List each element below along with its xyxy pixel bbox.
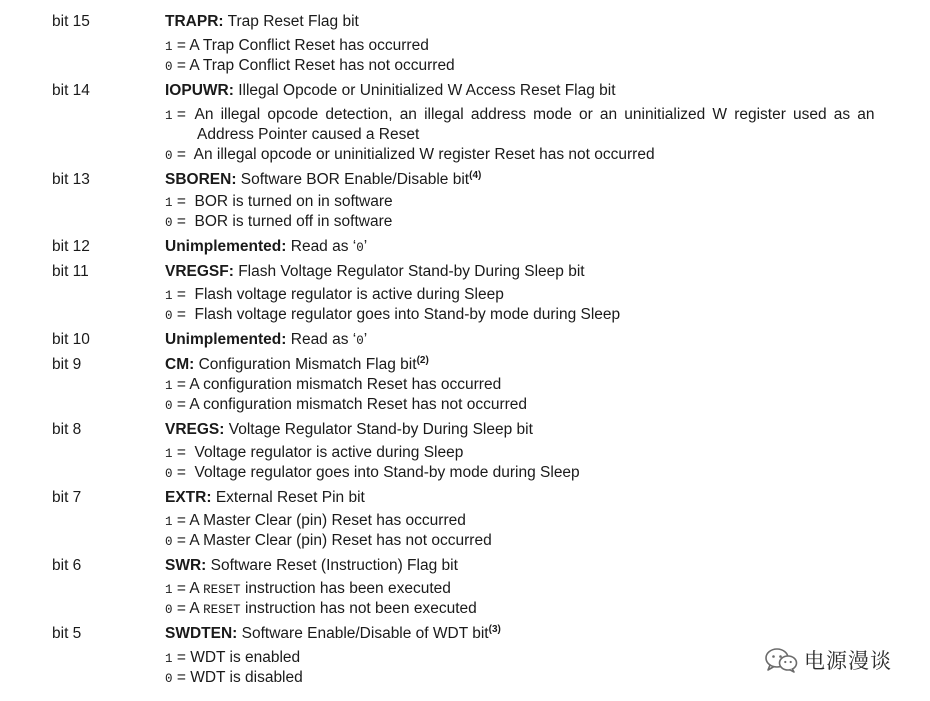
bit-label: bit 11 <box>52 263 89 280</box>
bit-heading <box>165 262 585 282</box>
value-code: 1 <box>165 40 173 54</box>
value-code: 0 <box>165 535 173 549</box>
bit-description: Software Enable/Disable of WDT bit <box>241 625 489 642</box>
bit-heading <box>165 488 365 508</box>
value-code: 1 <box>165 652 173 666</box>
bit13-value-one: 1 = BOR is turned on in software <box>165 193 393 210</box>
bit5-header-row <box>0 624 930 644</box>
value-code: 0 <box>165 672 173 686</box>
bit14-value-zero: 0 = An illegal opcode or uninitialized W register Reset has not occurred <box>165 146 655 163</box>
value-code: 1 <box>165 109 173 123</box>
bit6-value-zero: 0 = A RESET instruction has not been executed <box>165 600 477 617</box>
bit-heading <box>165 624 501 646</box>
value-description: WDT is enabled <box>190 649 301 666</box>
bit-label: bit 15 <box>52 13 90 30</box>
value-description: BOR is turned off in software <box>194 213 393 230</box>
bit11-header-row <box>0 262 930 282</box>
bit-description: Software Reset (Instruction) Flag bit <box>210 557 458 574</box>
bit9-value-one: 1 = A configuration mismatch Reset has occurred <box>165 376 502 393</box>
bit5-value-zero: 0 = WDT is disabled <box>165 669 303 686</box>
bit13-value-zero: 0 = BOR is turned off in software <box>165 213 393 230</box>
bit-description: External Reset Pin bit <box>215 489 365 506</box>
value-code: 1 <box>165 196 173 210</box>
bit-name: CM: <box>165 356 195 373</box>
value-code: 1 <box>165 515 173 529</box>
reset-instruction-code: RESET <box>203 603 241 617</box>
value-description: A Master Clear (pin) Reset has occurred <box>189 512 466 529</box>
bit-name: EXTR: <box>165 489 212 506</box>
value-code: 0 <box>165 149 173 163</box>
bit8-value-zero: 0 = Voltage regulator goes into Stand-by mode during Sleep <box>165 464 580 481</box>
bit15-header-row <box>0 12 930 32</box>
value-description: Flash voltage regulator goes into Stand-by mode during Sleep <box>194 306 621 323</box>
value-description: Voltage regulator goes into Stand-by mode during Sleep <box>194 464 580 481</box>
bit11-value-zero: 0 = Flash voltage regulator goes into Stand-by mode during Sleep <box>165 306 621 323</box>
bit-heading <box>165 81 616 101</box>
watermark <box>764 646 892 674</box>
bit8-header-row <box>0 420 930 440</box>
bit6-header-row <box>0 556 930 576</box>
value-description: Voltage regulator is active during Sleep <box>194 444 464 461</box>
bit-description: Software BOR Enable/Disable bit <box>240 171 470 188</box>
bit12-header-row <box>0 237 930 257</box>
value-description: A configuration mismatch Reset has occurred <box>189 376 502 393</box>
value-description: A Trap Conflict Reset has not occurred <box>189 57 455 74</box>
bit-description: Read as ‘ <box>290 331 357 348</box>
value-code: 0 <box>165 309 173 323</box>
wechat-icon <box>764 647 798 673</box>
bit5-value-one: 1 = WDT is enabled <box>165 649 301 666</box>
bit15-value-zero: 0 = A Trap Conflict Reset has not occurred <box>165 57 455 74</box>
value-code: 0 <box>165 399 173 413</box>
bit9-header-row <box>0 355 930 375</box>
bit-name: Unimplemented: <box>165 331 287 348</box>
value-code: 1 <box>165 447 173 461</box>
value-description: BOR is turned on in software <box>194 193 393 210</box>
value-code: 0 <box>165 60 173 74</box>
bit-label: bit 7 <box>52 489 82 506</box>
bit10-header-row <box>0 330 930 350</box>
bit-label: bit 12 <box>52 238 90 255</box>
bit-name: SBOREN: <box>165 171 237 188</box>
bit8-value-one: 1 = Voltage regulator is active during Sleep <box>165 444 464 461</box>
bit-name: TRAPR: <box>165 13 224 30</box>
bit14-header-row <box>0 81 930 101</box>
bit-description: Flash Voltage Regulator Stand-by During Sleep bit <box>238 263 585 280</box>
reset-instruction-code: RESET <box>203 583 241 597</box>
bit14-value-one: 1 = An illegal opcode detection, an illegal address mode or an uninitialized W register used as an <box>165 106 875 123</box>
value-description: A configuration mismatch Reset has not occurred <box>189 396 528 413</box>
bit-label: bit 10 <box>52 331 90 348</box>
bit-label: bit 13 <box>52 171 90 188</box>
bit-name: SWDTEN: <box>165 625 238 642</box>
bit-name: VREGS: <box>165 421 225 438</box>
value-code: 1 <box>165 583 173 597</box>
bit7-header-row <box>0 488 930 508</box>
value-description: instruction has been executed <box>240 580 451 597</box>
value-code: 0 <box>165 467 173 481</box>
bit-heading <box>165 170 481 192</box>
value-description: WDT is disabled <box>190 669 303 686</box>
watermark-text: 电源漫谈 <box>804 649 892 673</box>
bit-label: bit 8 <box>52 421 82 438</box>
bit9-value-zero: 0 = A configuration mismatch Reset has not occurred <box>165 396 528 413</box>
bit11-value-one: 1 = Flash voltage regulator is active during Sleep <box>165 286 504 303</box>
bit-description: Configuration Mismatch Flag bit <box>198 356 417 373</box>
bit-name: Unimplemented: <box>165 238 287 255</box>
bit-heading <box>165 355 429 377</box>
footnote-ref: (2) <box>416 355 429 366</box>
bit-heading: Unimplemented: Read as ‘0’ <box>165 331 368 348</box>
bit6-value-one: 1 = A RESET instruction has been executed <box>165 580 451 597</box>
bit-heading: Unimplemented: Read as ‘0’ <box>165 238 368 255</box>
bit-label: bit 5 <box>52 625 82 642</box>
bit-description: Illegal Opcode or Uninitialized W Access Reset Flag bit <box>238 82 616 99</box>
value-code: 0 <box>165 216 173 230</box>
value-description: A Trap Conflict Reset has occurred <box>189 37 429 54</box>
read-value-code: 0 <box>356 334 364 348</box>
bit-heading <box>165 12 359 32</box>
value-description: Flash voltage regulator is active during Sleep <box>194 286 504 303</box>
value-description: An illegal opcode detection, an illegal address mode or an uninitialized W register used as an <box>194 106 875 123</box>
bit-name: SWR: <box>165 557 207 574</box>
bit7-value-one: 1 = A Master Clear (pin) Reset has occurred <box>165 512 466 529</box>
value-description: instruction has not been executed <box>240 600 477 617</box>
value-code: 1 <box>165 379 173 393</box>
bit-name: VREGSF: <box>165 263 234 280</box>
bit-description: Read as ‘ <box>290 238 357 255</box>
bit7-value-zero: 0 = A Master Clear (pin) Reset has not occurred <box>165 532 492 549</box>
value-description: An illegal opcode or uninitialized W register Reset has not occurred <box>193 146 655 163</box>
footnote-ref: (4) <box>469 170 482 181</box>
value-description: A Master Clear (pin) Reset has not occurred <box>189 532 492 549</box>
bit-description: Trap Reset Flag bit <box>227 13 359 30</box>
read-value-code: 0 <box>356 241 364 255</box>
value-code: 1 <box>165 289 173 303</box>
bit-label: bit 6 <box>52 557 82 574</box>
bit15-value-one: 1 = A Trap Conflict Reset has occurred <box>165 37 429 54</box>
bit-heading <box>165 420 533 440</box>
bit-label: bit 14 <box>52 82 90 99</box>
bit-heading <box>165 556 458 576</box>
bit14-value-one-cont <box>0 125 930 145</box>
bit-label: bit 9 <box>52 356 82 373</box>
value-description-cont: Address Pointer caused a Reset <box>197 126 420 143</box>
value-code: 0 <box>165 603 173 617</box>
bit13-header-row <box>0 170 930 190</box>
bit-description: Voltage Regulator Stand-by During Sleep bit <box>228 421 533 438</box>
footnote-ref: (3) <box>488 624 501 635</box>
bit-name: IOPUWR: <box>165 82 234 99</box>
